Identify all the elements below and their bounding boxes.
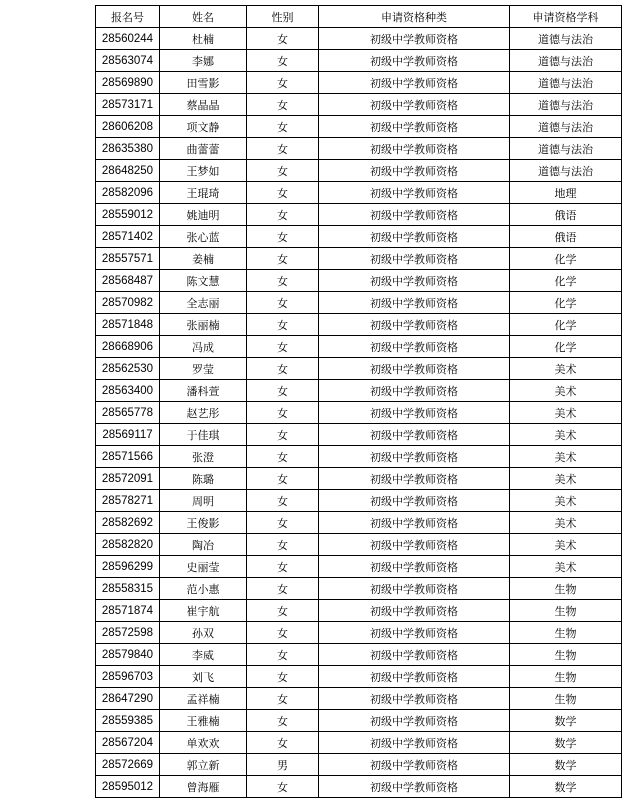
cell-gender: 女 xyxy=(247,622,319,644)
cell-gender: 女 xyxy=(247,94,319,116)
cell-name: 陈文慧 xyxy=(160,270,247,292)
cell-qualification-subject: 美术 xyxy=(510,358,622,380)
cell-gender: 女 xyxy=(247,710,319,732)
cell-qualification-subject: 数学 xyxy=(510,710,622,732)
table-row xyxy=(96,28,622,50)
cell-qualification-subject: 道德与法治 xyxy=(510,50,622,72)
cell-qualification-subject: 生物 xyxy=(510,644,622,666)
table-row xyxy=(96,490,622,512)
cell-name: 杜楠 xyxy=(160,28,247,50)
table-row xyxy=(96,534,622,556)
cell-qualification-type: 初级中学教师资格 xyxy=(319,600,510,622)
table-row xyxy=(96,578,622,600)
table-row xyxy=(96,314,622,336)
cell-qualification-subject: 美术 xyxy=(510,534,622,556)
cell-name: 姜楠 xyxy=(160,248,247,270)
cell-registration-number: 28559012 xyxy=(96,204,160,226)
cell-registration-number: 28567204 xyxy=(96,732,160,754)
cell-qualification-subject: 美术 xyxy=(510,490,622,512)
cell-registration-number: 28648250 xyxy=(96,160,160,182)
cell-gender: 女 xyxy=(247,314,319,336)
cell-gender: 女 xyxy=(247,644,319,666)
cell-gender: 女 xyxy=(247,732,319,754)
table-row xyxy=(96,94,622,116)
cell-qualification-type: 初级中学教师资格 xyxy=(319,72,510,94)
cell-qualification-subject: 化学 xyxy=(510,314,622,336)
cell-qualification-subject: 俄语 xyxy=(510,226,622,248)
cell-registration-number: 28579840 xyxy=(96,644,160,666)
cell-name: 于佳琪 xyxy=(160,424,247,446)
cell-qualification-type: 初级中学教师资格 xyxy=(319,292,510,314)
table-row xyxy=(96,732,622,754)
cell-registration-number: 28563074 xyxy=(96,50,160,72)
cell-registration-number: 28571402 xyxy=(96,226,160,248)
cell-name: 张澄 xyxy=(160,446,247,468)
cell-name: 李娜 xyxy=(160,50,247,72)
cell-qualification-subject: 美术 xyxy=(510,446,622,468)
cell-gender: 女 xyxy=(247,468,319,490)
table-row xyxy=(96,336,622,358)
cell-registration-number: 28565778 xyxy=(96,402,160,424)
cell-qualification-type: 初级中学教师资格 xyxy=(319,336,510,358)
cell-gender: 女 xyxy=(247,358,319,380)
cell-qualification-subject: 数学 xyxy=(510,776,622,798)
cell-gender: 男 xyxy=(247,754,319,776)
table-row xyxy=(96,116,622,138)
table-row xyxy=(96,512,622,534)
cell-qualification-subject: 生物 xyxy=(510,622,622,644)
cell-name: 赵艺彤 xyxy=(160,402,247,424)
cell-name: 陶冶 xyxy=(160,534,247,556)
cell-name: 孙双 xyxy=(160,622,247,644)
cell-gender: 女 xyxy=(247,402,319,424)
cell-registration-number: 28569117 xyxy=(96,424,160,446)
cell-qualification-subject: 化学 xyxy=(510,292,622,314)
cell-qualification-type: 初级中学教师资格 xyxy=(319,622,510,644)
cell-name: 全志丽 xyxy=(160,292,247,314)
cell-name: 王雅楠 xyxy=(160,710,247,732)
cell-qualification-type: 初级中学教师资格 xyxy=(319,402,510,424)
cell-qualification-subject: 美术 xyxy=(510,402,622,424)
cell-name: 王俊影 xyxy=(160,512,247,534)
cell-name: 蔡晶晶 xyxy=(160,94,247,116)
cell-registration-number: 28582096 xyxy=(96,182,160,204)
cell-registration-number: 28560244 xyxy=(96,28,160,50)
cell-qualification-type: 初级中学教师资格 xyxy=(319,468,510,490)
cell-gender: 女 xyxy=(247,578,319,600)
cell-registration-number: 28668906 xyxy=(96,336,160,358)
cell-qualification-subject: 道德与法治 xyxy=(510,94,622,116)
cell-qualification-subject: 化学 xyxy=(510,336,622,358)
cell-gender: 女 xyxy=(247,270,319,292)
cell-qualification-type: 初级中学教师资格 xyxy=(319,710,510,732)
cell-gender: 女 xyxy=(247,512,319,534)
cell-qualification-type: 初级中学教师资格 xyxy=(319,666,510,688)
cell-registration-number: 28562530 xyxy=(96,358,160,380)
cell-qualification-type: 初级中学教师资格 xyxy=(319,534,510,556)
table-row xyxy=(96,556,622,578)
cell-qualification-type: 初级中学教师资格 xyxy=(319,424,510,446)
cell-gender: 女 xyxy=(247,204,319,226)
cell-qualification-type: 初级中学教师资格 xyxy=(319,314,510,336)
cell-qualification-subject: 道德与法治 xyxy=(510,116,622,138)
header-gender: 性别 xyxy=(247,6,319,28)
cell-registration-number: 28582692 xyxy=(96,512,160,534)
cell-gender: 女 xyxy=(247,666,319,688)
table-row xyxy=(96,138,622,160)
table-row xyxy=(96,644,622,666)
cell-name: 项文静 xyxy=(160,116,247,138)
cell-registration-number: 28571874 xyxy=(96,600,160,622)
cell-name: 范小惠 xyxy=(160,578,247,600)
table-row xyxy=(96,402,622,424)
cell-qualification-type: 初级中学教师资格 xyxy=(319,732,510,754)
cell-name: 刘飞 xyxy=(160,666,247,688)
cell-gender: 女 xyxy=(247,138,319,160)
cell-qualification-subject: 美术 xyxy=(510,380,622,402)
cell-name: 王梦如 xyxy=(160,160,247,182)
cell-gender: 女 xyxy=(247,424,319,446)
table-row xyxy=(96,380,622,402)
cell-gender: 女 xyxy=(247,446,319,468)
table-row xyxy=(96,292,622,314)
cell-gender: 女 xyxy=(247,50,319,72)
header-registration-number: 报名号 xyxy=(96,6,160,28)
cell-qualification-type: 初级中学教师资格 xyxy=(319,116,510,138)
cell-gender: 女 xyxy=(247,556,319,578)
table-row xyxy=(96,204,622,226)
cell-gender: 女 xyxy=(247,336,319,358)
cell-qualification-subject: 生物 xyxy=(510,688,622,710)
cell-qualification-subject: 道德与法治 xyxy=(510,160,622,182)
cell-registration-number: 28569890 xyxy=(96,72,160,94)
cell-registration-number: 28595012 xyxy=(96,776,160,798)
cell-gender: 女 xyxy=(247,688,319,710)
cell-qualification-subject: 地理 xyxy=(510,182,622,204)
cell-registration-number: 28570982 xyxy=(96,292,160,314)
cell-registration-number: 28571566 xyxy=(96,446,160,468)
cell-qualification-type: 初级中学教师资格 xyxy=(319,226,510,248)
cell-qualification-subject: 美术 xyxy=(510,424,622,446)
cell-registration-number: 28557571 xyxy=(96,248,160,270)
cell-gender: 女 xyxy=(247,600,319,622)
cell-name: 孟祥楠 xyxy=(160,688,247,710)
cell-qualification-subject: 化学 xyxy=(510,248,622,270)
cell-qualification-type: 初级中学教师资格 xyxy=(319,688,510,710)
cell-name: 李威 xyxy=(160,644,247,666)
table-row xyxy=(96,666,622,688)
cell-qualification-type: 初级中学教师资格 xyxy=(319,776,510,798)
cell-registration-number: 28572669 xyxy=(96,754,160,776)
header-name: 姓名 xyxy=(160,6,247,28)
cell-gender: 女 xyxy=(247,490,319,512)
cell-qualification-type: 初级中学教师资格 xyxy=(319,94,510,116)
cell-gender: 女 xyxy=(247,160,319,182)
table-row xyxy=(96,710,622,732)
cell-qualification-type: 初级中学教师资格 xyxy=(319,248,510,270)
table-row xyxy=(96,754,622,776)
table-row xyxy=(96,424,622,446)
cell-qualification-subject: 美术 xyxy=(510,512,622,534)
cell-registration-number: 28559385 xyxy=(96,710,160,732)
cell-qualification-subject: 生物 xyxy=(510,666,622,688)
cell-gender: 女 xyxy=(247,116,319,138)
cell-qualification-subject: 美术 xyxy=(510,556,622,578)
cell-registration-number: 28572598 xyxy=(96,622,160,644)
cell-name: 单欢欢 xyxy=(160,732,247,754)
table-row xyxy=(96,160,622,182)
header-row xyxy=(96,6,622,28)
cell-registration-number: 28568487 xyxy=(96,270,160,292)
cell-qualification-subject: 数学 xyxy=(510,732,622,754)
table-row xyxy=(96,72,622,94)
table-row xyxy=(96,446,622,468)
table-row xyxy=(96,270,622,292)
cell-name: 崔宇航 xyxy=(160,600,247,622)
cell-qualification-type: 初级中学教师资格 xyxy=(319,578,510,600)
cell-registration-number: 28572091 xyxy=(96,468,160,490)
cell-qualification-type: 初级中学教师资格 xyxy=(319,380,510,402)
cell-registration-number: 28578271 xyxy=(96,490,160,512)
cell-qualification-subject: 道德与法治 xyxy=(510,138,622,160)
header-qualification-type: 申请资格种类 xyxy=(319,6,510,28)
cell-qualification-type: 初级中学教师资格 xyxy=(319,160,510,182)
applicant-table xyxy=(95,5,622,798)
cell-gender: 女 xyxy=(247,534,319,556)
cell-qualification-type: 初级中学教师资格 xyxy=(319,28,510,50)
cell-registration-number: 28596299 xyxy=(96,556,160,578)
cell-name: 姚迪明 xyxy=(160,204,247,226)
table-row xyxy=(96,358,622,380)
cell-qualification-type: 初级中学教师资格 xyxy=(319,358,510,380)
cell-name: 曲蕾蕾 xyxy=(160,138,247,160)
cell-qualification-type: 初级中学教师资格 xyxy=(319,556,510,578)
cell-qualification-type: 初级中学教师资格 xyxy=(319,446,510,468)
cell-gender: 女 xyxy=(247,226,319,248)
cell-qualification-type: 初级中学教师资格 xyxy=(319,644,510,666)
cell-gender: 女 xyxy=(247,248,319,270)
cell-qualification-subject: 化学 xyxy=(510,270,622,292)
cell-name: 郭立新 xyxy=(160,754,247,776)
cell-qualification-type: 初级中学教师资格 xyxy=(319,754,510,776)
cell-name: 曾海雁 xyxy=(160,776,247,798)
cell-qualification-subject: 生物 xyxy=(510,578,622,600)
table-row xyxy=(96,622,622,644)
table-row xyxy=(96,776,622,798)
cell-name: 田雪影 xyxy=(160,72,247,94)
cell-qualification-type: 初级中学教师资格 xyxy=(319,270,510,292)
cell-qualification-subject: 俄语 xyxy=(510,204,622,226)
cell-qualification-type: 初级中学教师资格 xyxy=(319,182,510,204)
table-row xyxy=(96,226,622,248)
cell-registration-number: 28647290 xyxy=(96,688,160,710)
cell-qualification-type: 初级中学教师资格 xyxy=(319,204,510,226)
cell-registration-number: 28571848 xyxy=(96,314,160,336)
cell-name: 冯成 xyxy=(160,336,247,358)
cell-registration-number: 28563400 xyxy=(96,380,160,402)
cell-name: 张心蓝 xyxy=(160,226,247,248)
cell-registration-number: 28606208 xyxy=(96,116,160,138)
cell-registration-number: 28573171 xyxy=(96,94,160,116)
cell-gender: 女 xyxy=(247,72,319,94)
cell-qualification-subject: 美术 xyxy=(510,468,622,490)
cell-qualification-type: 初级中学教师资格 xyxy=(319,50,510,72)
cell-name: 罗莹 xyxy=(160,358,247,380)
cell-qualification-subject: 道德与法治 xyxy=(510,72,622,94)
cell-qualification-subject: 道德与法治 xyxy=(510,28,622,50)
cell-name: 张丽楠 xyxy=(160,314,247,336)
cell-registration-number: 28635380 xyxy=(96,138,160,160)
cell-name: 陈璐 xyxy=(160,468,247,490)
cell-name: 潘科萱 xyxy=(160,380,247,402)
cell-gender: 女 xyxy=(247,380,319,402)
cell-gender: 女 xyxy=(247,776,319,798)
cell-qualification-type: 初级中学教师资格 xyxy=(319,490,510,512)
cell-qualification-subject: 数学 xyxy=(510,754,622,776)
table-row xyxy=(96,248,622,270)
header-qualification-subject: 申请资格学科 xyxy=(510,6,622,28)
table-row xyxy=(96,688,622,710)
cell-gender: 女 xyxy=(247,28,319,50)
cell-qualification-subject: 生物 xyxy=(510,600,622,622)
table-row xyxy=(96,600,622,622)
cell-qualification-type: 初级中学教师资格 xyxy=(319,138,510,160)
table-row xyxy=(96,50,622,72)
table-row xyxy=(96,182,622,204)
cell-name: 周明 xyxy=(160,490,247,512)
cell-gender: 女 xyxy=(247,182,319,204)
cell-qualification-type: 初级中学教师资格 xyxy=(319,512,510,534)
table-row xyxy=(96,468,622,490)
cell-name: 王琨琦 xyxy=(160,182,247,204)
cell-gender: 女 xyxy=(247,292,319,314)
cell-registration-number: 28558315 xyxy=(96,578,160,600)
cell-registration-number: 28596703 xyxy=(96,666,160,688)
cell-registration-number: 28582820 xyxy=(96,534,160,556)
cell-name: 史丽莹 xyxy=(160,556,247,578)
